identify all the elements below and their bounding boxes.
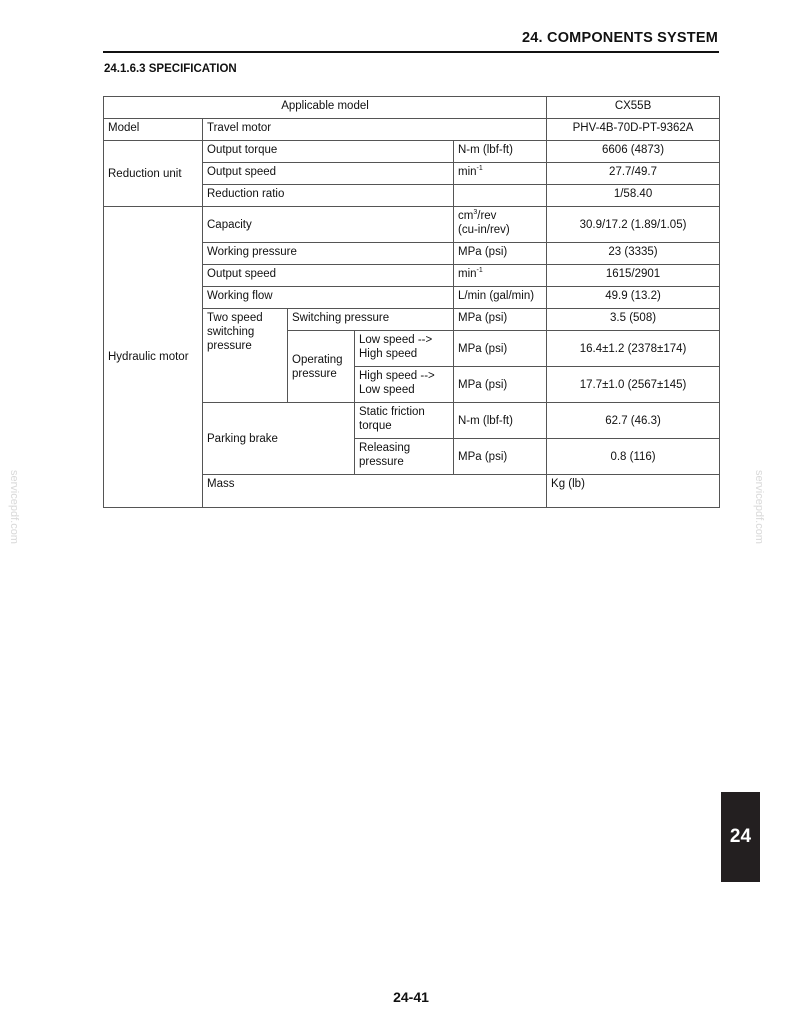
label-line: Releasing (359, 442, 411, 454)
releasing-pressure-value: 0.8 (116) (547, 439, 720, 475)
label-line: Low speed (359, 384, 415, 396)
section-title: 24.1.6.3 SPECIFICATION (104, 63, 237, 75)
unit-exponent: -1 (476, 165, 483, 172)
group-line: pressure (207, 340, 252, 352)
switching-pressure-label: Switching pressure (288, 309, 454, 331)
group-line: Operating (292, 353, 343, 366)
motor-output-speed-value: 1615/2901 (547, 265, 720, 287)
table-row (104, 207, 720, 243)
high-to-low-unit: MPa (psi) (454, 367, 547, 403)
label-line: High speed (359, 348, 418, 360)
mass-label: Mass (203, 475, 547, 508)
capacity-label: Capacity (203, 207, 454, 243)
watermark-right: servicepdf.com (753, 470, 765, 544)
group-line: switching (207, 326, 255, 338)
unit-text: (cu-in/rev) (458, 224, 510, 236)
working-flow-unit: L/min (gal/min) (454, 287, 547, 309)
working-pressure-label: Working pressure (203, 243, 454, 265)
table-row (104, 141, 720, 163)
specification-table (103, 96, 720, 508)
low-to-high-value: 16.4±1.2 (2378±174) (547, 331, 720, 367)
low-to-high-label (355, 331, 454, 367)
unit-text: min (458, 268, 477, 280)
motor-output-speed-label: Output speed (203, 265, 454, 287)
reduction-ratio-value: 1/58.40 (547, 185, 720, 207)
high-to-low-label (355, 367, 454, 403)
capacity-value: 30.9/17.2 (1.89/1.05) (547, 207, 720, 243)
output-speed-unit (454, 163, 547, 185)
chapter-title: 24. COMPONENTS SYSTEM (522, 30, 718, 46)
parking-brake-group: Parking brake (203, 403, 355, 475)
table-row (104, 119, 720, 141)
unit-text: cm (458, 210, 474, 222)
static-friction-label (355, 403, 454, 439)
low-to-high-unit: MPa (psi) (454, 331, 547, 367)
header-rule (103, 51, 719, 53)
unit-exponent: -1 (476, 267, 483, 274)
model-name: Travel motor (203, 119, 547, 141)
label-line: Low speed --> (359, 334, 433, 346)
model-value: PHV-4B-70D-PT-9362A (547, 119, 720, 141)
working-pressure-value: 23 (3335) (547, 243, 720, 265)
unit-exponent: 3 (473, 209, 478, 216)
group-line: Two speed (207, 312, 263, 324)
output-speed-label: Output speed (203, 163, 454, 185)
working-flow-value: 49.9 (13.2) (547, 287, 720, 309)
two-speed-switching-pressure-group (203, 309, 288, 403)
applicable-model-label: Applicable model (104, 97, 547, 119)
applicable-model-value: CX55B (547, 97, 720, 119)
output-torque-label: Output torque (203, 141, 454, 163)
model-label: Model (104, 119, 203, 141)
switching-pressure-value: 3.5 (508) (547, 309, 720, 331)
high-to-low-value: 17.7±1.0 (2567±145) (547, 367, 720, 403)
releasing-pressure-label (355, 439, 454, 475)
hydraulic-motor-group: Hydraulic motor (104, 207, 203, 508)
capacity-unit (454, 207, 547, 243)
static-friction-unit: N-m (lbf-ft) (454, 403, 547, 439)
releasing-pressure-unit: MPa (psi) (454, 439, 547, 475)
operating-pressure-group (288, 331, 355, 403)
unit-text: min (458, 166, 477, 178)
motor-output-speed-unit (454, 265, 547, 287)
chapter-tab: 24 (721, 792, 760, 882)
unit-text: /rev (477, 210, 497, 222)
table-row (104, 97, 720, 119)
label-line: pressure (359, 456, 404, 468)
label-line: Static friction (359, 406, 425, 418)
reduction-ratio-label: Reduction ratio (203, 185, 454, 207)
working-flow-label: Working flow (203, 287, 454, 309)
output-torque-unit: N-m (lbf-ft) (454, 141, 547, 163)
mass-unit: Kg (lb) (547, 475, 720, 508)
working-pressure-unit: MPa (psi) (454, 243, 547, 265)
label-line: High speed --> (359, 370, 435, 382)
reduction-unit-group: Reduction unit (104, 141, 203, 207)
reduction-ratio-unit (454, 185, 547, 207)
page-number: 24-41 (393, 989, 429, 1005)
output-speed-value: 27.7/49.7 (547, 163, 720, 185)
output-torque-value: 6606 (4873) (547, 141, 720, 163)
switching-pressure-unit: MPa (psi) (454, 309, 547, 331)
watermark-left: servicepdf.com (8, 470, 20, 544)
group-line: pressure (292, 367, 337, 380)
label-line: torque (359, 420, 392, 432)
static-friction-value: 62.7 (46.3) (547, 403, 720, 439)
